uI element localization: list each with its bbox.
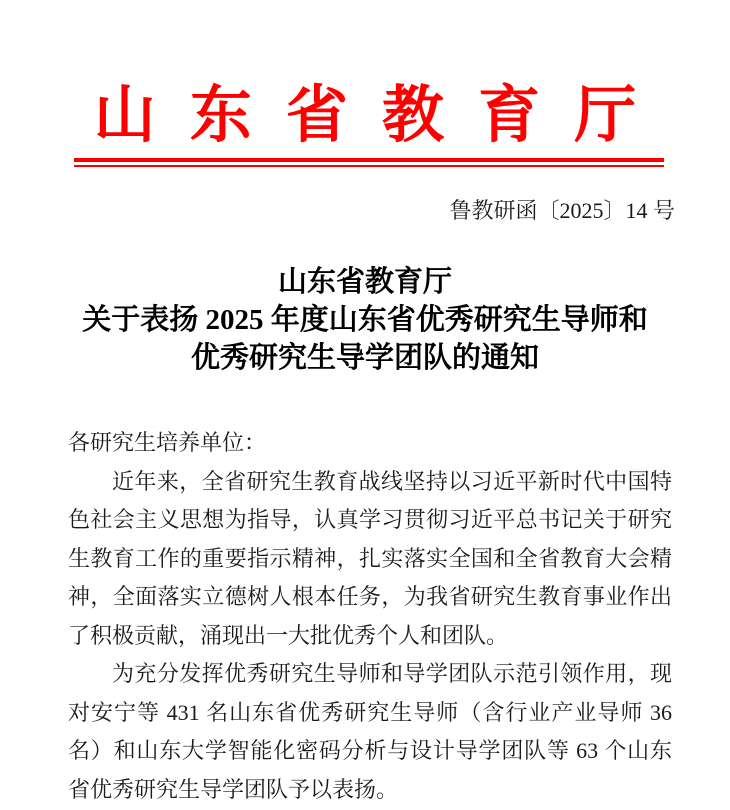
document-body — [0, 424, 730, 809]
salutation: 各研究生培养单位： — [68, 430, 267, 456]
body-paragraph-1: 近年来，全省研究生教育战线坚持以习近平新时代中国特色社会主义思想为指导，认真学习贯彻习近平总书记关于研究生教育工作的重要指示精神，扎实落实全国和全省教育大会精神，全面落实立德树人根本任务，为我省研究生教育事业作出了积极贡献，涌现出一大批优秀个人和团队。 — [68, 468, 672, 648]
letterhead — [0, 0, 730, 149]
notice-title-line-3: 优秀研究生导学团队的通知 — [190, 342, 539, 375]
notice-title-line-1: 山东省教育厅 — [277, 266, 452, 299]
document-reference-number: 鲁教研函〔2025〕14 号 — [449, 198, 675, 224]
red-separator-line — [74, 158, 664, 167]
agency-name: 山东省教育厅 — [93, 82, 671, 150]
notice-title — [0, 263, 730, 377]
notice-title-line-2: 关于表扬 2025 年度山东省优秀研究生导师和 — [82, 304, 648, 337]
body-paragraph-2: 为充分发挥优秀研究生导师和导学团队示范引领作用，现对安宁等 431 名山东省优秀研究生导师（含行业产业导师 36 名）和山东大学智能化密码分析与设计导学团队等 63 个山东省优秀研究生导学团队予以表扬。 — [68, 661, 672, 802]
